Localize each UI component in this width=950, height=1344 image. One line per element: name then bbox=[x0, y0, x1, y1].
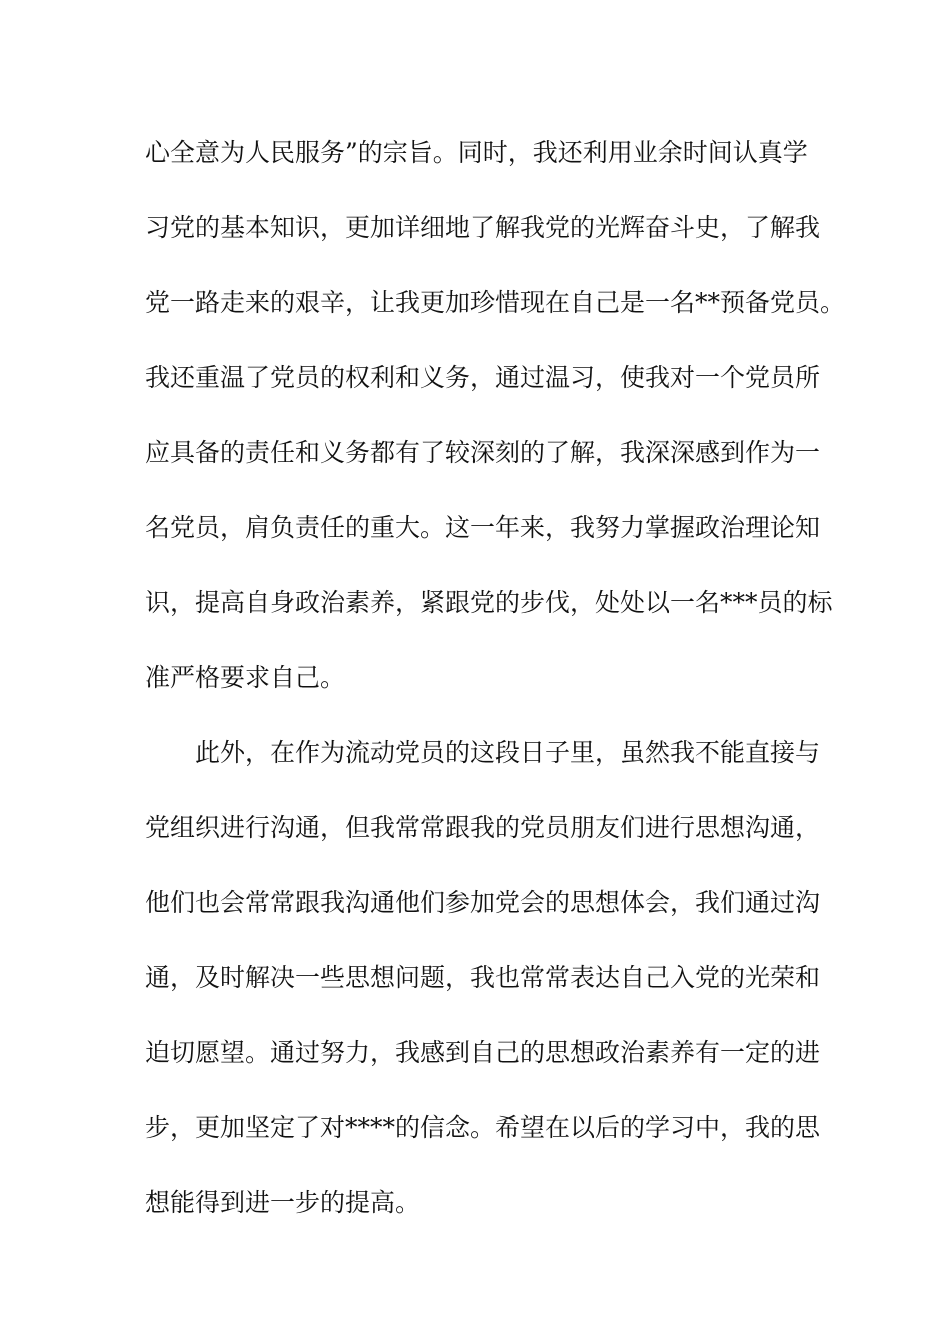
paragraph-2-line-5: 迫切愿望。通过努力，我感到自己的思想政治素养有一定的进 bbox=[145, 1038, 821, 1067]
paragraph-2-line-3: 他们也会常常跟我沟通他们参加党会的思想体会，我们通过沟 bbox=[145, 888, 821, 917]
paragraph-2-line-4: 通，及时解决一些思想问题，我也常常表达自己入党的光荣和 bbox=[145, 963, 821, 992]
paragraph-2 bbox=[145, 722, 821, 1247]
paragraph-1-line-1: 心全意为人民服务”的宗旨。同时，我还利用业余时间认真学 bbox=[145, 138, 808, 167]
paragraph-1-line-4: 我还重温了党员的权利和义务，通过温习，使我对一个党员所 bbox=[145, 363, 821, 392]
paragraph-1-line-8: 准严格要求自己。 bbox=[145, 663, 346, 692]
paragraph-2-line-6: 步，更加坚定了对****的信念。希望在以后的学习中，我的思 bbox=[145, 1113, 821, 1142]
paragraph-1-line-2: 习党的基本知识，更加详细地了解我党的光辉奋斗史，了解我 bbox=[145, 213, 821, 242]
paragraph-2-line-7: 想能得到进一步的提高。 bbox=[145, 1188, 421, 1217]
paragraph-2-line-2: 党组织进行沟通，但我常常跟我的党员朋友们进行思想沟通， bbox=[145, 813, 821, 842]
paragraph-1 bbox=[145, 122, 846, 722]
paragraph-1-line-7: 识，提高自身政治素养，紧跟党的步伐，处处以一名***员的标 bbox=[145, 588, 833, 617]
paragraph-1-line-3: 党一路走来的艰辛，让我更加珍惜现在自己是一名**预备党员。 bbox=[145, 288, 846, 317]
paragraph-2-line-1: 此外，在作为流动党员的这段日子里，虽然我不能直接与 bbox=[195, 738, 821, 767]
paragraph-1-line-6: 名党员，肩负责任的重大。这一年来，我努力掌握政治理论知 bbox=[145, 513, 821, 542]
document-body bbox=[145, 122, 846, 1247]
paragraph-1-line-5: 应具备的责任和义务都有了较深刻的了解，我深深感到作为一 bbox=[145, 438, 821, 467]
